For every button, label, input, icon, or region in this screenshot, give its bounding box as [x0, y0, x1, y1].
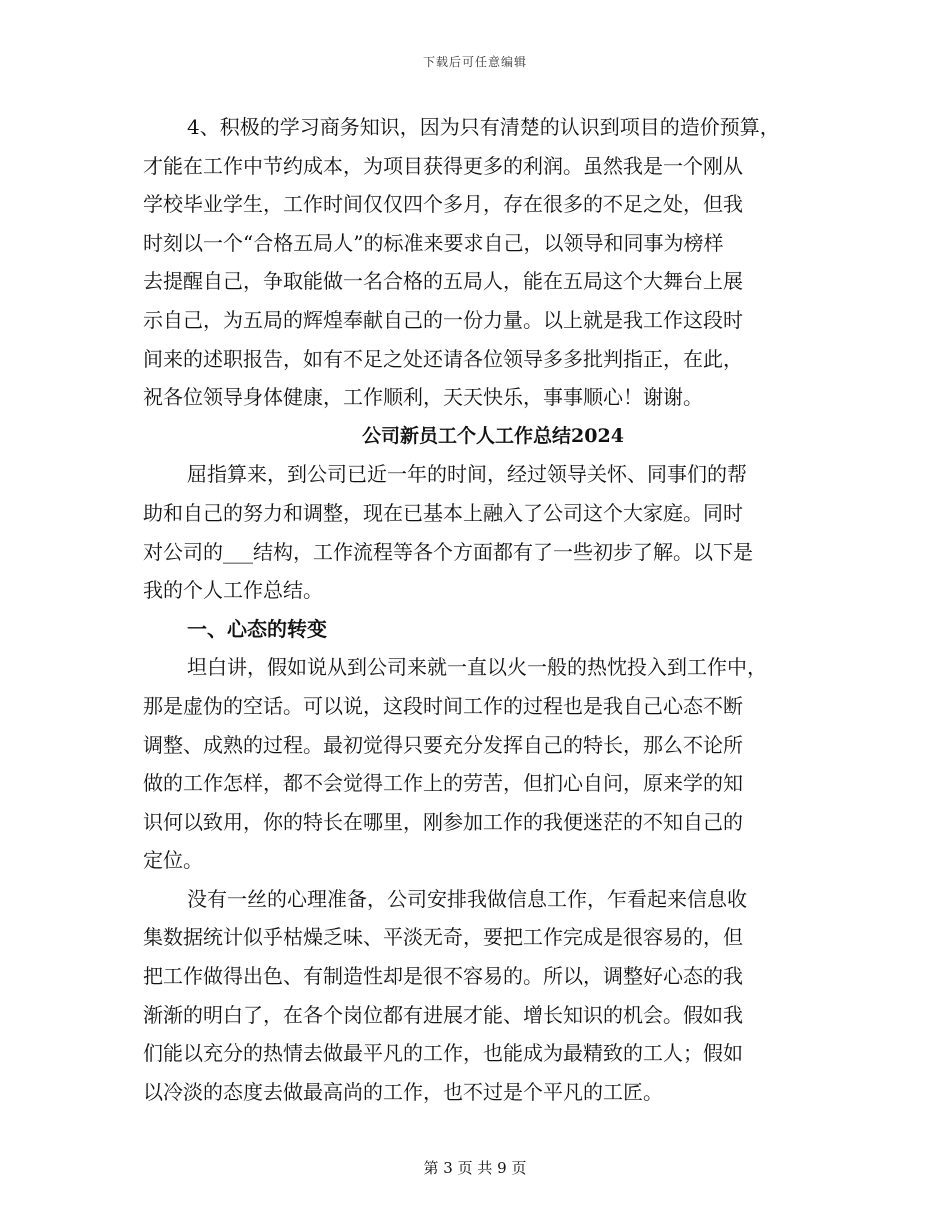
text-line: 集数据统计似乎枯燥乏味、平淡无奇，要把工作完成是很容易的，但 — [143, 925, 743, 950]
text-line: 对公司的___结构，工作流程等各个方面都有了一些初步了解。以下是 — [143, 539, 753, 564]
text-line: 定位。 — [143, 848, 203, 873]
text-line: 间来的述职报告，如有不足之处还请各位领导多多批判指正，在此， — [143, 346, 743, 371]
paragraph-intro — [143, 108, 823, 417]
text-line: 没有一丝的心理准备，公司安排我做信息工作，乍看起来信息收 — [187, 886, 747, 911]
text-line: 识何以致用，你的特长在哪里，刚参加工作的我便迷茫的不知自己的 — [143, 809, 743, 834]
text-line: 渐渐的明白了，在各个岗位都有进展才能、增长知识的机会。假如我 — [143, 1002, 743, 1027]
paragraph-opening — [143, 455, 823, 609]
text-line: 学校毕业学生，工作时间仅仅四个多月，存在很多的不足之处，但我 — [143, 192, 743, 217]
text-line: 把工作做得出色、有制造性却是很不容易的。所以，调整好心态的我 — [143, 964, 743, 989]
text-line: 时刻以一个“合格五局人”的标准来要求自己，以领导和同事为榜样 — [143, 230, 724, 255]
text-line: 那是虚伪的空话。可以说，这段时间工作的过程也是我自己心态不断 — [143, 693, 743, 718]
document-title: 公司新员工个人工作总结2024 — [362, 424, 624, 447]
text-line: 示自己，为五局的辉煌奉献自己的一份力量。以上就是我工作这段时 — [143, 307, 743, 332]
paragraph-mindset — [143, 648, 823, 880]
text-line: 4、积极的学习商务知识，因为只有清楚的认识到项目的造价预算， — [187, 115, 780, 139]
section-heading: 一、心态的转变 — [187, 616, 327, 641]
page-number: 第 3 页 共 9 页 — [423, 1159, 527, 1177]
text-line: 调整、成熟的过程。最初觉得只要充分发挥自己的特长，那么不论所 — [143, 732, 743, 757]
text-line: 去提醒自己，争取能做一名合格的五局人，能在五局这个大舞台上展 — [143, 269, 743, 294]
text-line: 屈指算来，到公司已近一年的时间，经过领导关怀、同事们的帮 — [187, 462, 747, 487]
text-line: 坦白讲，假如说从到公司来就一直以火一般的热忱投入到工作中， — [187, 655, 767, 680]
text-line: 助和自己的努力和调整，现在已基本上融入了公司这个大家庭。同时 — [143, 500, 743, 525]
text-line: 以冷淡的态度去做最高尚的工作，也不过是个平凡的工匠。 — [143, 1079, 663, 1104]
text-line: 我的个人工作总结。 — [143, 578, 323, 603]
text-line: 才能在工作中节约成本，为项目获得更多的利润。虽然我是一个刚从 — [143, 153, 743, 178]
text-line: 们能以充分的热情去做最平凡的工作，也能成为最精致的工人；假如 — [143, 1041, 743, 1066]
text-line: 祝各位领导身体健康，工作顺利，天天快乐，事事顺心！谢谢。 — [143, 385, 703, 410]
paragraph-info-work — [143, 880, 823, 1112]
document-body — [143, 108, 823, 1111]
page-header: 下载后可任意编辑 — [422, 55, 527, 69]
text-line: 做的工作怎样，都不会觉得工作上的劳苦，但扪心自问，原来学的知 — [143, 771, 743, 796]
